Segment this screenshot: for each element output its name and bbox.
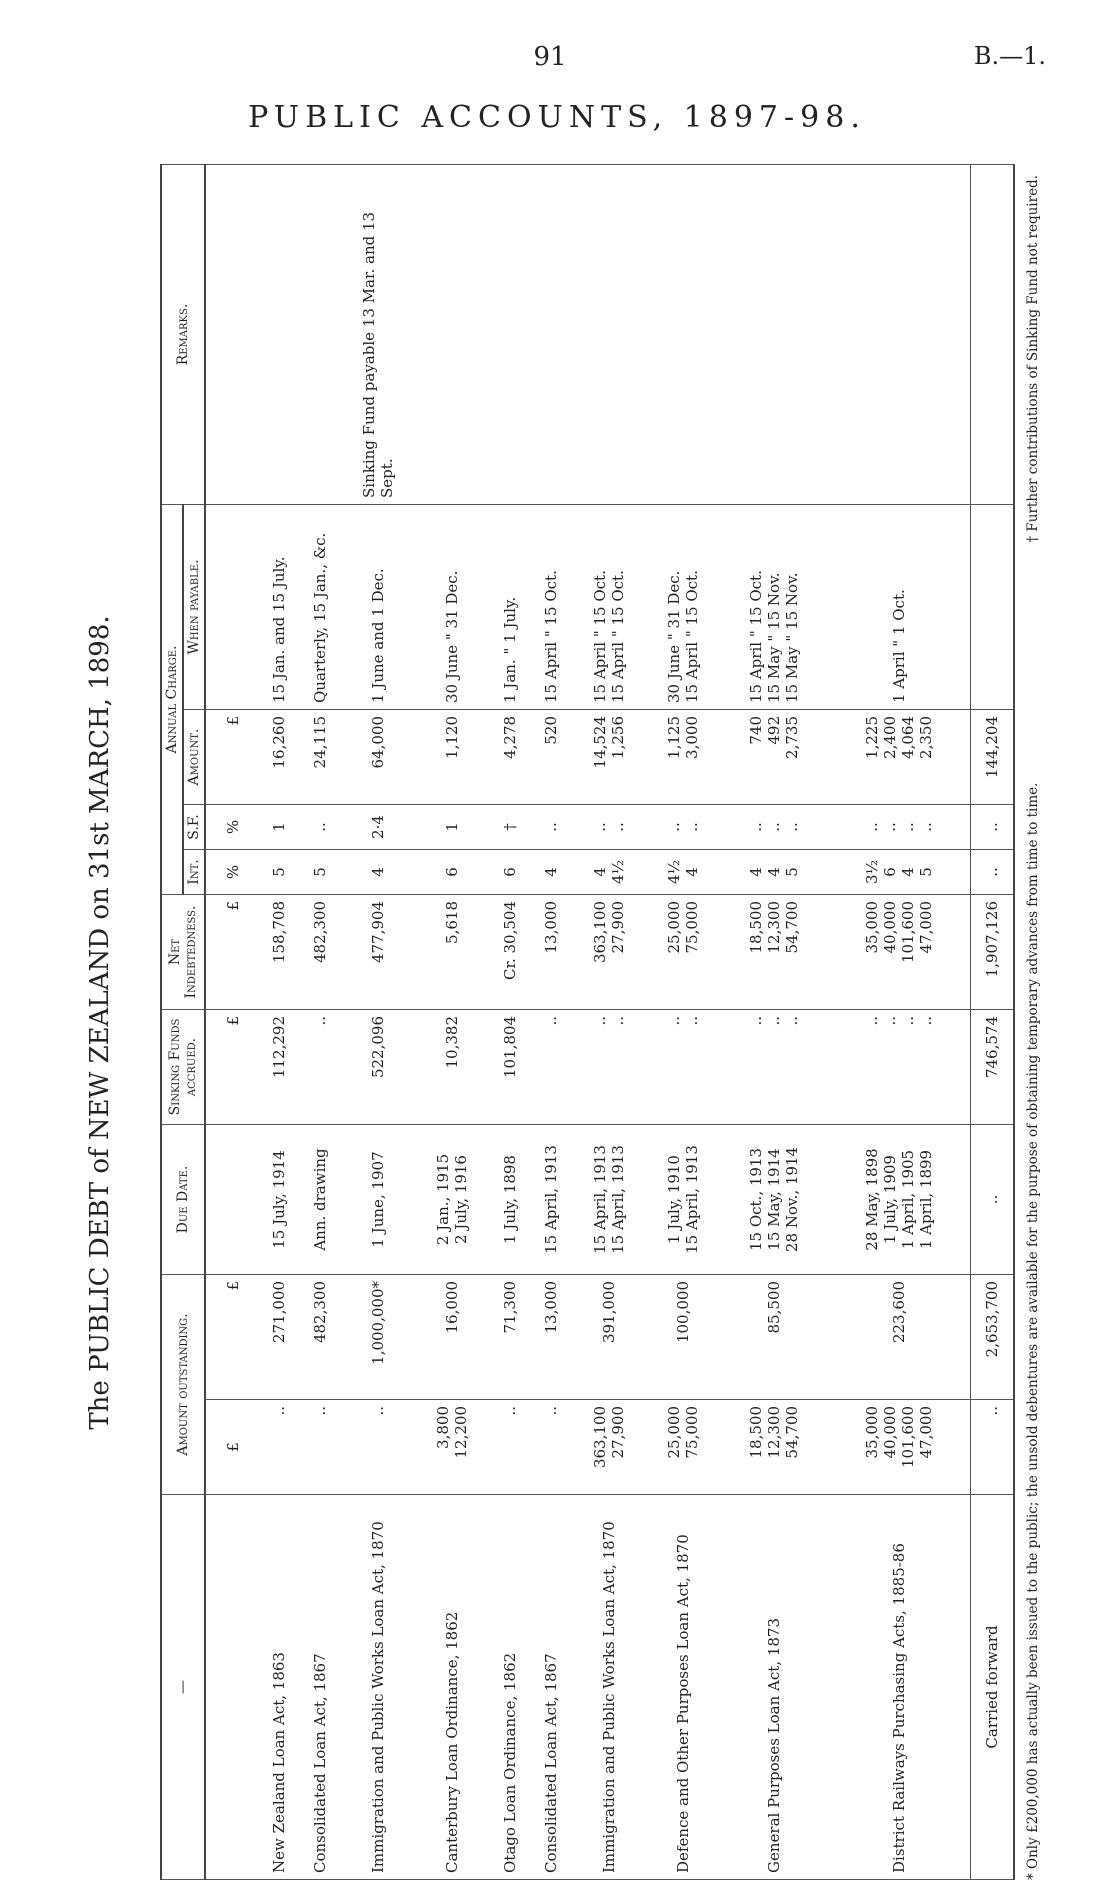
annual-amount: 14,524 1,256 xyxy=(571,710,645,805)
annual-amount: 16,260 xyxy=(259,710,300,805)
header-int: Int. xyxy=(183,850,205,895)
sinking-funds-accrued: 522,096 xyxy=(341,1010,415,1125)
when-payable: 1 Jan. " 1 July. xyxy=(490,504,531,709)
page-number: 91 xyxy=(533,42,567,72)
loan-name: District Railways Purchasing Acts, 1885-86 xyxy=(828,1495,970,1880)
table-row xyxy=(259,164,300,1879)
annual-amount: 1,125 3,000 xyxy=(646,710,720,805)
table-row xyxy=(571,164,645,1879)
footnote-star: * Only £200,000 has actually been issued to the public; the unsold debentures are available for the purpose of obtaining temporary advances from time to time. xyxy=(1025,782,1041,1880)
header-sinking-funds: Sinking Funds accrued. xyxy=(161,1010,205,1125)
annual-amount: 24,115 xyxy=(300,710,341,805)
net-indebtedness: 18,500 12,300 54,700 xyxy=(720,895,828,1010)
carried-forward-label: Carried forward xyxy=(970,1495,1014,1880)
net-indebtedness: 1,907,126 xyxy=(970,895,1014,1010)
due-date: 15 April, 1913 15 April, 1913 xyxy=(571,1125,645,1275)
net-indebtedness: 477,904 xyxy=(341,895,415,1010)
due-date: 28 May, 1898 1 July, 1909 1 April, 1905 1 April, 1899 xyxy=(828,1125,970,1275)
when-payable: 15 April " 15 Oct. 15 April " 15 Oct. xyxy=(571,504,645,709)
document-reference: B.—1. xyxy=(973,42,1046,70)
amount-parts: .. xyxy=(970,1400,1014,1495)
net-indebtedness: 482,300 xyxy=(300,895,341,1010)
sinking-fund-rate: .. xyxy=(970,805,1014,850)
table-row xyxy=(490,164,531,1879)
sinking-funds-accrued: .. .. .. xyxy=(720,1010,828,1125)
header-remarks: Remarks. xyxy=(161,164,205,504)
net-indebtedness: 5,618 xyxy=(415,895,489,1010)
unit-pound: £ xyxy=(205,1400,259,1495)
due-date: 15 April, 1913 xyxy=(530,1125,571,1275)
header-sf: S.F. xyxy=(183,805,205,850)
unit-pound: £ xyxy=(205,895,259,1010)
net-indebtedness: Cr. 30,504 xyxy=(490,895,531,1010)
remarks: Sinking Fund payable 13 Mar. and 13 Sept. xyxy=(341,164,415,504)
sinking-fund-rate: .. .. xyxy=(571,805,645,850)
remarks xyxy=(646,164,720,504)
header-amount-outstanding: Amount outstanding. xyxy=(161,1275,205,1495)
amount-parts: 18,500 12,300 54,700 xyxy=(720,1400,828,1495)
amount-parts: 3,800 12,200 xyxy=(415,1400,489,1495)
header-due-date: Due Date. xyxy=(161,1125,205,1275)
interest-rate: 4 4 5 xyxy=(720,850,828,895)
loan-name: General Purposes Loan Act, 1873 xyxy=(720,1495,828,1880)
remarks xyxy=(300,164,341,504)
remarks xyxy=(530,164,571,504)
interest-rate: 6 xyxy=(490,850,531,895)
annual-amount: 144,204 xyxy=(970,710,1014,805)
sinking-funds-accrued: .. xyxy=(530,1010,571,1125)
due-date: 1 July, 1898 xyxy=(490,1125,531,1275)
sinking-funds-accrued: 101,804 xyxy=(490,1010,531,1125)
sinking-funds-accrued: 746,574 xyxy=(970,1010,1014,1125)
amount-total: 13,000 xyxy=(530,1275,571,1400)
interest-rate: 4 xyxy=(530,850,571,895)
annual-amount: 4,278 xyxy=(490,710,531,805)
annual-amount: 64,000 xyxy=(341,710,415,805)
sinking-funds-accrued: .. .. .. .. xyxy=(828,1010,970,1125)
when-payable: 1 April " 1 Oct. xyxy=(828,504,970,709)
table-row xyxy=(300,164,341,1879)
amount-total: 1,000,000* xyxy=(341,1275,415,1400)
when-payable: 1 June and 1 Dec. xyxy=(341,504,415,709)
when-payable: 15 April " 15 Oct. 15 May " 15 Nov. 15 May " 15 Nov. xyxy=(720,504,828,709)
public-debt-table xyxy=(160,164,1015,1880)
amount-total: 85,500 xyxy=(720,1275,828,1400)
unit-percent: % xyxy=(205,805,259,850)
running-title: PUBLIC ACCOUNTS, 1897-98. xyxy=(248,100,866,135)
sinking-funds-accrued: .. xyxy=(300,1010,341,1125)
footnote-dagger: † Further contributions of Sinking Fund not required. xyxy=(1025,175,1041,543)
due-date: 15 July, 1914 xyxy=(259,1125,300,1275)
loan-name: New Zealand Loan Act, 1863 xyxy=(259,1495,300,1880)
table-title: The PUBLIC DEBT of NEW ZEALAND on 31st MARCH, 1898. xyxy=(85,615,115,1430)
unit-percent: % xyxy=(205,850,259,895)
amount-total: 391,000 xyxy=(571,1275,645,1400)
interest-rate: 5 xyxy=(300,850,341,895)
header-amount: Amount. xyxy=(183,710,205,805)
remarks xyxy=(720,164,828,504)
when-payable: 30 June " 31 Dec. 15 April " 15 Oct. xyxy=(646,504,720,709)
unit-pound: £ xyxy=(205,1275,259,1400)
interest-rate: 5 xyxy=(259,850,300,895)
sinking-fund-rate: .. xyxy=(530,805,571,850)
amount-total: 482,300 xyxy=(300,1275,341,1400)
table-row xyxy=(415,164,489,1879)
unit-pound: £ xyxy=(205,1010,259,1125)
amount-parts: .. xyxy=(341,1400,415,1495)
net-indebtedness: 13,000 xyxy=(530,895,571,1010)
remarks xyxy=(490,164,531,504)
sinking-fund-rate: .. xyxy=(300,805,341,850)
sinking-fund-rate: 1 xyxy=(259,805,300,850)
interest-rate: 3½ 6 4 5 xyxy=(828,850,970,895)
amount-parts: .. xyxy=(490,1400,531,1495)
remarks xyxy=(259,164,300,504)
loan-name: Immigration and Public Works Loan Act, 1870 xyxy=(571,1495,645,1880)
interest-rate: 4 4½ xyxy=(571,850,645,895)
amount-total: 16,000 xyxy=(415,1275,489,1400)
interest-rate: 6 xyxy=(415,850,489,895)
footnotes xyxy=(1025,165,1041,1880)
loan-name: Canterbury Loan Ordinance, 1862 xyxy=(415,1495,489,1880)
interest-rate: .. xyxy=(970,850,1014,895)
annual-amount: 740 492 2,735 xyxy=(720,710,828,805)
due-date: .. xyxy=(970,1125,1014,1275)
net-indebtedness: 158,708 xyxy=(259,895,300,1010)
header-annual-charge: Annual Charge. xyxy=(161,504,183,894)
header-loan: — xyxy=(161,1495,205,1880)
loan-name: Immigration and Public Works Loan Act, 1870 xyxy=(341,1495,415,1880)
due-date: Ann. drawing xyxy=(300,1125,341,1275)
table-row xyxy=(828,164,970,1879)
net-indebtedness: 35,000 40,000 101,600 47,000 xyxy=(828,895,970,1010)
due-date: 2 Jan., 1915 2 July, 1916 xyxy=(415,1125,489,1275)
unit-pound: £ xyxy=(205,710,259,805)
table-row xyxy=(530,164,571,1879)
annual-amount: 520 xyxy=(530,710,571,805)
sinking-fund-rate: † xyxy=(490,805,531,850)
amount-total: 223,600 xyxy=(828,1275,970,1400)
sinking-fund-rate: 2·4 xyxy=(341,805,415,850)
sinking-fund-rate: 1 xyxy=(415,805,489,850)
table-row xyxy=(646,164,720,1879)
due-date: 1 July, 1910 15 April, 1913 xyxy=(646,1125,720,1275)
remarks xyxy=(571,164,645,504)
amount-parts: .. xyxy=(530,1400,571,1495)
remarks xyxy=(415,164,489,504)
amount-parts: 35,000 40,000 101,600 47,000 xyxy=(828,1400,970,1495)
sinking-fund-rate: .. .. .. xyxy=(720,805,828,850)
amount-total: 100,000 xyxy=(646,1275,720,1400)
amount-parts: .. xyxy=(300,1400,341,1495)
carried-forward-row xyxy=(970,164,1014,1879)
loan-name: Consolidated Loan Act, 1867 xyxy=(300,1495,341,1880)
loan-name: Otago Loan Ordinance, 1862 xyxy=(490,1495,531,1880)
annual-amount: 1,120 xyxy=(415,710,489,805)
remarks xyxy=(970,164,1014,504)
interest-rate: 4 xyxy=(341,850,415,895)
when-payable: 15 Jan. and 15 July. xyxy=(259,504,300,709)
net-indebtedness: 363,100 27,900 xyxy=(571,895,645,1010)
annual-amount: 1,225 2,400 4,064 2,350 xyxy=(828,710,970,805)
sinking-funds-accrued: 112,292 xyxy=(259,1010,300,1125)
table-row xyxy=(720,164,828,1879)
sinking-fund-rate: .. .. xyxy=(646,805,720,850)
when-payable: Quarterly, 15 Jan., &c. xyxy=(300,504,341,709)
amount-total: 2,653,700 xyxy=(970,1275,1014,1400)
due-date: 15 Oct., 1913 15 May, 1914 28 Nov., 1914 xyxy=(720,1125,828,1275)
when-payable xyxy=(970,504,1014,709)
sinking-funds-accrued: .. .. xyxy=(646,1010,720,1125)
amount-parts: 25,000 75,000 xyxy=(646,1400,720,1495)
amount-total: 71,300 xyxy=(490,1275,531,1400)
amount-parts: .. xyxy=(259,1400,300,1495)
sinking-fund-rate: .. .. .. .. xyxy=(828,805,970,850)
rotated-table-region xyxy=(65,165,1060,1880)
remarks xyxy=(828,164,970,504)
sinking-funds-accrued: .. .. xyxy=(571,1010,645,1125)
table-row xyxy=(341,164,415,1879)
interest-rate: 4½ 4 xyxy=(646,850,720,895)
amount-total: 271,000 xyxy=(259,1275,300,1400)
loan-name: Consolidated Loan Act, 1867 xyxy=(530,1495,571,1880)
loan-name: Defence and Other Purposes Loan Act, 1870 xyxy=(646,1495,720,1880)
units-row xyxy=(205,164,259,1879)
sinking-funds-accrued: 10,382 xyxy=(415,1010,489,1125)
header-when-payable: When payable. xyxy=(183,504,205,709)
header-net-indebtedness: Net Indebtedness. xyxy=(161,895,205,1010)
due-date: 1 June, 1907 xyxy=(341,1125,415,1275)
when-payable: 30 June " 31 Dec. xyxy=(415,504,489,709)
amount-parts: 363,100 27,900 xyxy=(571,1400,645,1495)
net-indebtedness: 25,000 75,000 xyxy=(646,895,720,1010)
when-payable: 15 April " 15 Oct. xyxy=(530,504,571,709)
